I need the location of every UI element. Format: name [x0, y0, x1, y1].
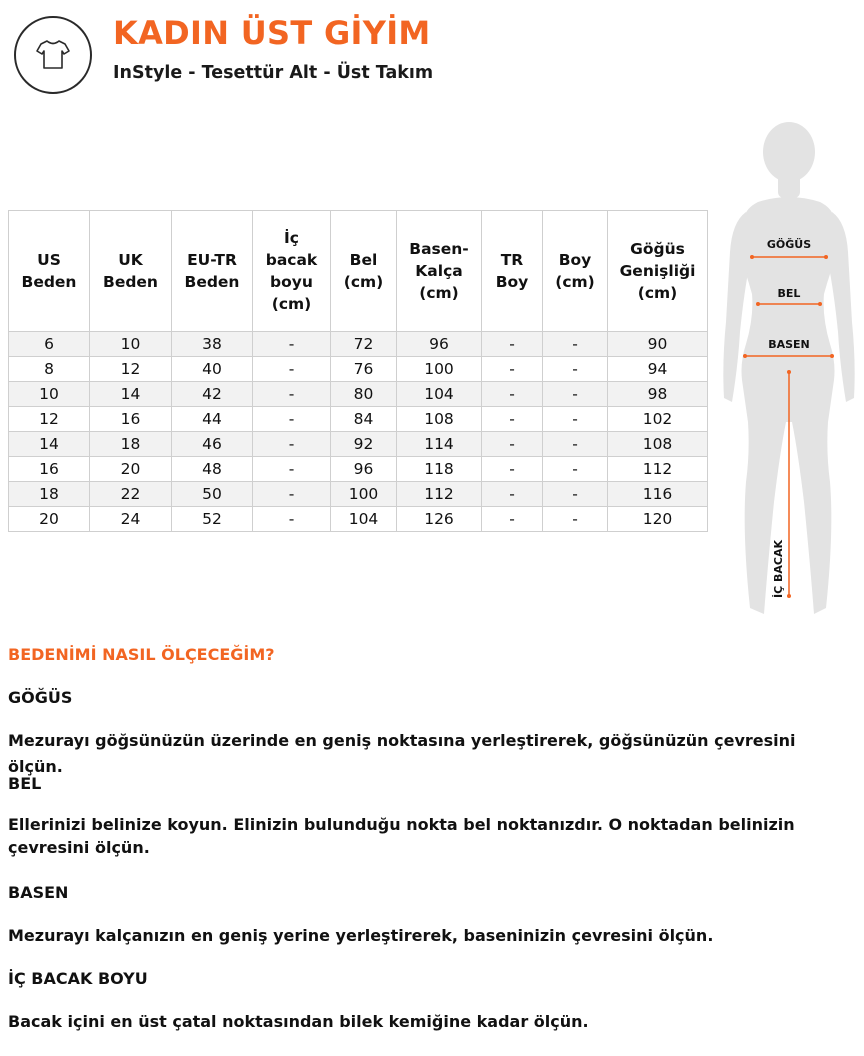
- page-title: KADIN ÜST GİYİM: [113, 14, 431, 52]
- table-cell: -: [253, 382, 331, 407]
- table-cell: 12: [90, 357, 172, 382]
- table-cell: 96: [397, 332, 482, 357]
- column-header: [397, 211, 482, 332]
- table-cell: -: [543, 507, 608, 532]
- guide-section-inseam: [8, 966, 838, 1052]
- hip-label: BASEN: [768, 338, 810, 351]
- table-cell: -: [253, 457, 331, 482]
- column-header-line: (cm): [419, 284, 459, 302]
- table-row: [9, 432, 708, 457]
- table-cell: -: [253, 332, 331, 357]
- table-cell: -: [543, 332, 608, 357]
- column-header-line: Göğüs: [630, 240, 685, 258]
- table-cell: -: [253, 432, 331, 457]
- table-header-row: [9, 211, 708, 332]
- guide-text: Mezurayı kalçanızın en geniş yerine yerleştirerek, baseninizin çevresini ölçün.: [8, 926, 714, 945]
- table-cell: -: [482, 407, 543, 432]
- table-cell: 48: [172, 457, 253, 482]
- table-cell: 112: [608, 457, 708, 482]
- table-cell: 72: [331, 332, 397, 357]
- column-header-line: Bel: [349, 251, 378, 269]
- table-row: [9, 332, 708, 357]
- column-header: [608, 211, 708, 332]
- table-cell: 18: [90, 432, 172, 457]
- table-cell: 90: [608, 332, 708, 357]
- column-header: [172, 211, 253, 332]
- table-cell: 38: [172, 332, 253, 357]
- size-chart-table: [8, 210, 708, 532]
- column-header-line: EU-TR: [187, 251, 237, 269]
- column-header: [90, 211, 172, 332]
- guide-section-waist: [8, 771, 838, 859]
- waist-label: BEL: [777, 287, 801, 300]
- table-cell: 108: [397, 407, 482, 432]
- column-header-line: (cm): [555, 273, 595, 291]
- column-header-line: Boy: [558, 251, 592, 269]
- column-header-line: Beden: [184, 273, 240, 291]
- bust-label: GÖĞÜS: [766, 238, 812, 251]
- guide-heading: BEL: [8, 774, 42, 793]
- guide-heading: GÖĞÜS: [8, 688, 73, 707]
- table-cell: 116: [608, 482, 708, 507]
- table-cell: 14: [90, 382, 172, 407]
- table-cell: -: [482, 457, 543, 482]
- table-cell: 52: [172, 507, 253, 532]
- table-row: [9, 357, 708, 382]
- table-cell: 16: [9, 457, 90, 482]
- table-cell: 24: [90, 507, 172, 532]
- column-header-line: UK: [118, 251, 143, 269]
- table-cell: -: [543, 457, 608, 482]
- column-header-line: (cm): [271, 295, 312, 313]
- table-cell: -: [543, 357, 608, 382]
- table-cell: 6: [9, 332, 90, 357]
- tshirt-icon: [33, 35, 73, 75]
- column-header-line: Beden: [21, 273, 77, 291]
- table-cell: 104: [331, 507, 397, 532]
- table-cell: 18: [9, 482, 90, 507]
- table-cell: -: [482, 432, 543, 457]
- table-cell: -: [253, 407, 331, 432]
- table-cell: 100: [331, 482, 397, 507]
- body-silhouette: [718, 122, 864, 622]
- table-cell: 16: [90, 407, 172, 432]
- table-cell: -: [253, 507, 331, 532]
- table-cell: -: [543, 482, 608, 507]
- table-cell: 96: [331, 457, 397, 482]
- table-row: [9, 407, 708, 432]
- table-cell: 84: [331, 407, 397, 432]
- table-cell: 20: [9, 507, 90, 532]
- table-cell: 92: [331, 432, 397, 457]
- column-header-line: Kalça: [415, 262, 463, 280]
- table-cell: 42: [172, 382, 253, 407]
- table-cell: 76: [331, 357, 397, 382]
- table-cell: 14: [9, 432, 90, 457]
- guide-section-bust: [8, 685, 838, 776]
- table-cell: 108: [608, 432, 708, 457]
- column-header-line: İç: [284, 229, 299, 247]
- column-header-line: Boy: [495, 273, 529, 291]
- table-cell: 40: [172, 357, 253, 382]
- table-cell: 20: [90, 457, 172, 482]
- table-cell: 102: [608, 407, 708, 432]
- page-subtitle: InStyle - Tesettür Alt - Üst Takım: [113, 63, 434, 83]
- table-cell: 12: [9, 407, 90, 432]
- table-cell: 114: [397, 432, 482, 457]
- table-cell: 104: [397, 382, 482, 407]
- column-header: [331, 211, 397, 332]
- column-header: [9, 211, 90, 332]
- tshirt-icon-badge: [14, 16, 92, 94]
- table-cell: -: [482, 382, 543, 407]
- column-header-line: Genişliği: [619, 262, 696, 280]
- table-cell: 46: [172, 432, 253, 457]
- table-cell: -: [543, 407, 608, 432]
- column-header: [253, 211, 331, 332]
- table-cell: 80: [331, 382, 397, 407]
- column-header-line: boyu: [270, 273, 313, 291]
- guide-text: Ellerinizi belinize koyun. Elinizin bulunduğu nokta bel noktanızdır. O noktadan belinizin çevresini ölçün.: [8, 815, 795, 857]
- column-header-line: US: [37, 251, 61, 269]
- table-cell: -: [253, 482, 331, 507]
- guide-title: BEDENİMİ NASIL ÖLÇECEĞİM?: [8, 645, 275, 664]
- table-cell: 94: [608, 357, 708, 382]
- table-cell: -: [482, 482, 543, 507]
- guide-section-hip: [8, 880, 838, 966]
- table-cell: 118: [397, 457, 482, 482]
- column-header-line: bacak: [265, 251, 318, 269]
- table-row: [9, 482, 708, 507]
- table-cell: 126: [397, 507, 482, 532]
- table-cell: 22: [90, 482, 172, 507]
- table-cell: -: [253, 357, 331, 382]
- column-header-line: Beden: [103, 273, 158, 291]
- table-cell: 120: [608, 507, 708, 532]
- guide-heading: İÇ BACAK BOYU: [8, 969, 148, 988]
- table-cell: 8: [9, 357, 90, 382]
- column-header-line: (cm): [637, 284, 678, 302]
- column-header-line: Basen-: [409, 240, 469, 258]
- table-cell: 98: [608, 382, 708, 407]
- column-header: [543, 211, 608, 332]
- measurement-guide: [8, 642, 838, 1052]
- guide-text: Bacak içini en üst çatal noktasından bilek kemiğine kadar ölçün.: [8, 1012, 589, 1031]
- column-header-line: TR: [500, 251, 524, 269]
- table-cell: 112: [397, 482, 482, 507]
- column-header: [482, 211, 543, 332]
- column-header-line: (cm): [343, 273, 384, 291]
- table-cell: -: [543, 382, 608, 407]
- guide-heading: BASEN: [8, 883, 69, 902]
- table-row: [9, 507, 708, 532]
- table-cell: -: [543, 432, 608, 457]
- body-measurement-figure: [718, 122, 864, 622]
- table-cell: 44: [172, 407, 253, 432]
- table-cell: 10: [90, 332, 172, 357]
- table-row: [9, 457, 708, 482]
- inseam-label: İÇ BACAK: [772, 539, 785, 598]
- table-row: [9, 382, 708, 407]
- table-cell: -: [482, 332, 543, 357]
- table-cell: 100: [397, 357, 482, 382]
- table-cell: 50: [172, 482, 253, 507]
- table-cell: 10: [9, 382, 90, 407]
- guide-text: Mezurayı göğsünüzün üzerinde en geniş noktasına yerleştirerek, göğsünüzün çevresini ölçün.: [8, 731, 796, 776]
- table-cell: -: [482, 507, 543, 532]
- table-cell: -: [482, 357, 543, 382]
